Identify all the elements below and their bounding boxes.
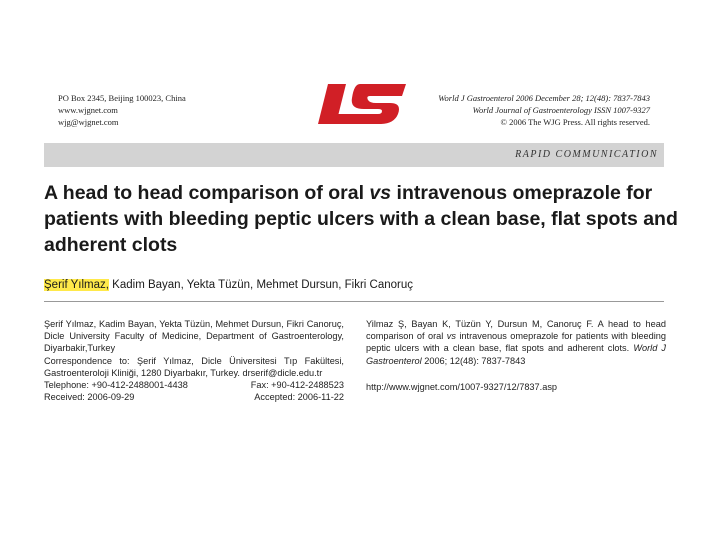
journal-issn: World Journal of Gastroenterology ISSN 1007-9327 bbox=[472, 105, 650, 115]
section-label: RAPID COMMUNICATION bbox=[515, 149, 658, 160]
author-list bbox=[44, 279, 413, 291]
affiliation-text: Şerif Yılmaz, Kadim Bayan, Yekta Tüzün, Mehmet Dursun, Fikri Canoruç, Dicle University Faculty of Medicine, Department of Gastroenterology, Diyarbakir,Turkey bbox=[44, 319, 344, 354]
citation-vs: vs bbox=[446, 331, 456, 342]
journal-website[interactable]: www.wjgnet.com bbox=[58, 105, 118, 115]
journal-issue: World J Gastroenterol 2006 December 28; 12(48): 7837-7843 bbox=[438, 93, 650, 103]
other-authors: Kadim Bayan, Yekta Tüzün, Mehmet Dursun, Fikri Canoruç bbox=[108, 279, 414, 291]
journal-email[interactable]: wjg@wjgnet.com bbox=[58, 117, 119, 127]
citation-part-1: Yilmaz Ş, Bayan K, Tüzün Y, Dursun M, Canoruç F. A head to head comparison of oral bbox=[366, 319, 666, 342]
citation-journal: World J Gastroenterol bbox=[366, 343, 667, 366]
citation-column bbox=[366, 318, 666, 393]
citation-part-3: 2006; 12(48): 7837-7843 bbox=[421, 355, 526, 366]
affiliation-column bbox=[44, 318, 344, 403]
divider bbox=[44, 301, 664, 302]
journal-copyright: © 2006 The WJG Press. All rights reserved. bbox=[500, 117, 650, 127]
title-vs: vs bbox=[369, 182, 392, 204]
telephone: Telephone: +90-412-2488001-4438 bbox=[44, 380, 188, 391]
dates-row bbox=[44, 391, 344, 403]
citation-part-2: intravenous omeprazole for patients with bleeding peptic ulcers with a clean base, flat spots and adherent clots. bbox=[366, 331, 666, 354]
article-title bbox=[44, 180, 684, 258]
citation-text bbox=[366, 318, 666, 367]
received-date: Received: 2006-09-29 bbox=[44, 392, 135, 403]
journal-contact-block bbox=[58, 92, 186, 128]
journal-citation-block bbox=[438, 92, 650, 128]
title-part-2: intravenous omeprazole for patients with bleeding peptic ulcers with a clean base, flat spots and adherent clots bbox=[44, 182, 678, 256]
journal-logo bbox=[316, 76, 412, 128]
article-url[interactable]: http://www.wjgnet.com/1007-9327/12/7837.asp bbox=[366, 381, 558, 392]
title-part-1: A head to head comparison of oral bbox=[44, 182, 370, 204]
journal-address: PO Box 2345, Beijing 100023, China bbox=[58, 93, 186, 103]
highlighted-author: Şerif Yılmaz, bbox=[44, 279, 109, 291]
phone-fax-row bbox=[44, 379, 344, 391]
fax: Fax: +90-412-2488523 bbox=[250, 380, 344, 391]
accepted-date: Accepted: 2006-11-22 bbox=[254, 392, 344, 403]
section-band bbox=[44, 143, 664, 167]
correspondence-text: Correspondence to: Şerif Yılmaz, Dicle Üniversitesi Tıp Fakültesi, Gastroenteroloji Kliniği, 1280 Diyarbakır, Turkey. drserif@dicle.edu.tr bbox=[44, 355, 344, 378]
